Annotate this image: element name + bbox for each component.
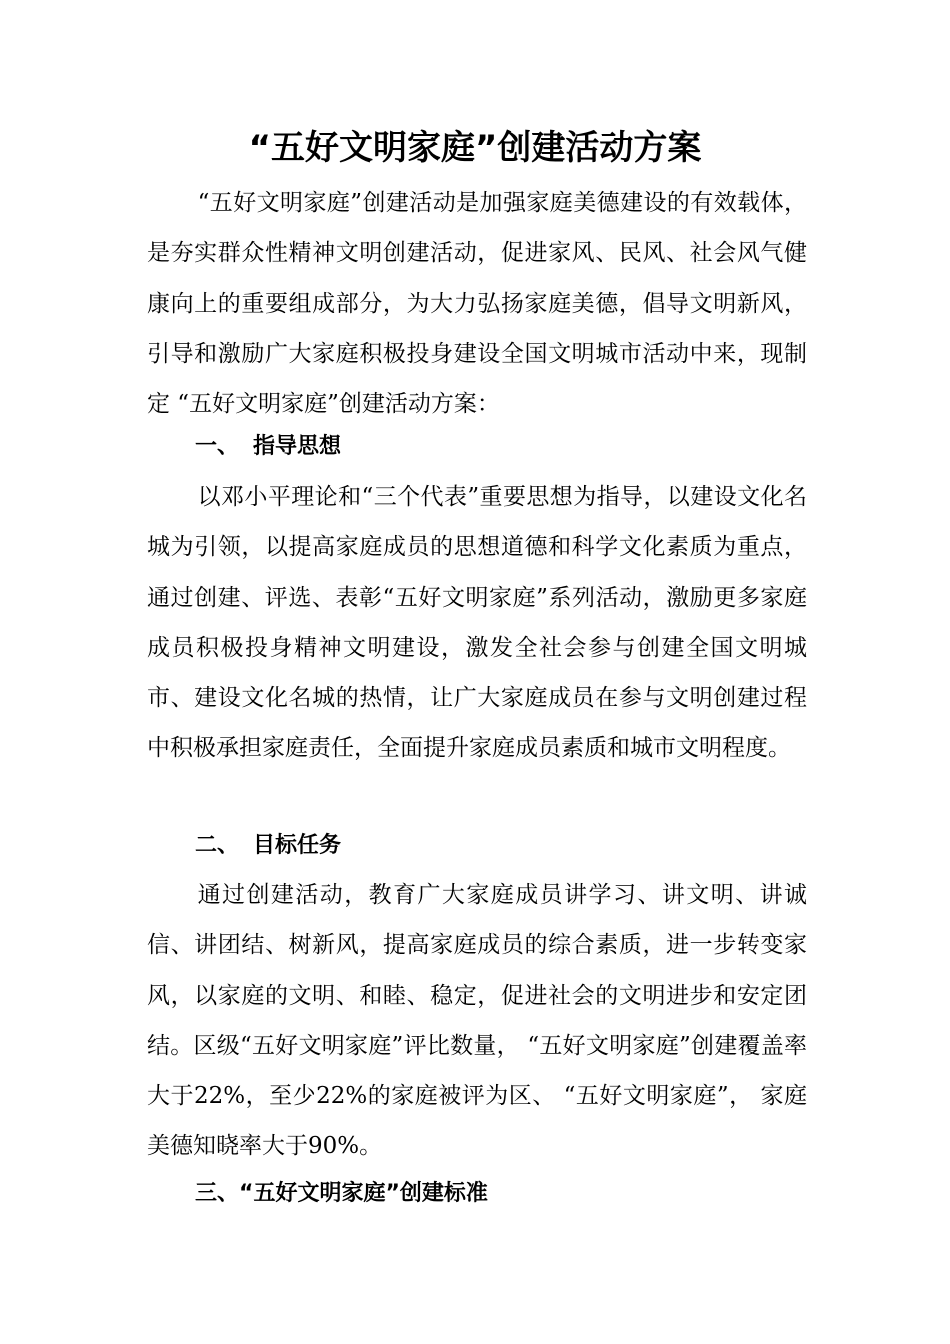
section-1-number: 一、 xyxy=(195,434,240,459)
section-2-heading xyxy=(195,826,815,866)
section-3-heading xyxy=(195,1174,815,1214)
section-2-title: 目标任务 xyxy=(253,833,342,858)
section-2-number: 二、 xyxy=(195,833,240,858)
section-1-title: 指导思想 xyxy=(253,434,342,459)
section-1-paragraph: 以邓小平理论和“三个代表”重要思想为指导，以建设文化名城为引领，以提高家庭成员的思想道德和科学文化素质为重点，通过创建、评选、表彰“五好文明家庭”系列活动，激励更多家庭成员积极投身精神文明建设，激发全社会参与创建全国文明城市、建设文化名城的热情，让广大家庭成员在参与文明创建过程中积极承担家庭责任，全面提升家庭成员素质和城市文明程度。 xyxy=(147,484,807,762)
section-2-paragraph: 通过创建活动，教育广大家庭成员讲学习、讲文明、讲诚信、讲团结、树新风，提高家庭成员的综合素质，进一步转变家风，以家庭的文明、和睦、稳定，促进社会的文明进步和安定团结。区级“五好文明家庭”评比数量， “五好文明家庭”创建覆盖率大于22%，至少22%的家庭被评为区、 “五好文明家庭”， 家庭美德知晓率大于90%。 xyxy=(147,882,807,1160)
section-1-heading xyxy=(195,427,815,467)
section-3-title: “五好文明家庭”创建标准 xyxy=(239,1181,488,1206)
document-title: “五好文明家庭”创建活动方案 xyxy=(248,128,702,168)
section-3-number: 三、 xyxy=(195,1181,240,1206)
intro-paragraph: “五好文明家庭”创建活动是加强家庭美德建设的有效载体，是夯实群众性精神文明创建活动，促进家风、民风、社会风气健康向上的重要组成部分，为大力弘扬家庭美德，倡导文明新风，引导和激励广大家庭积极投身建设全国文明城市活动中来，现制定 “五好文明家庭”创建活动方案： xyxy=(147,190,807,418)
